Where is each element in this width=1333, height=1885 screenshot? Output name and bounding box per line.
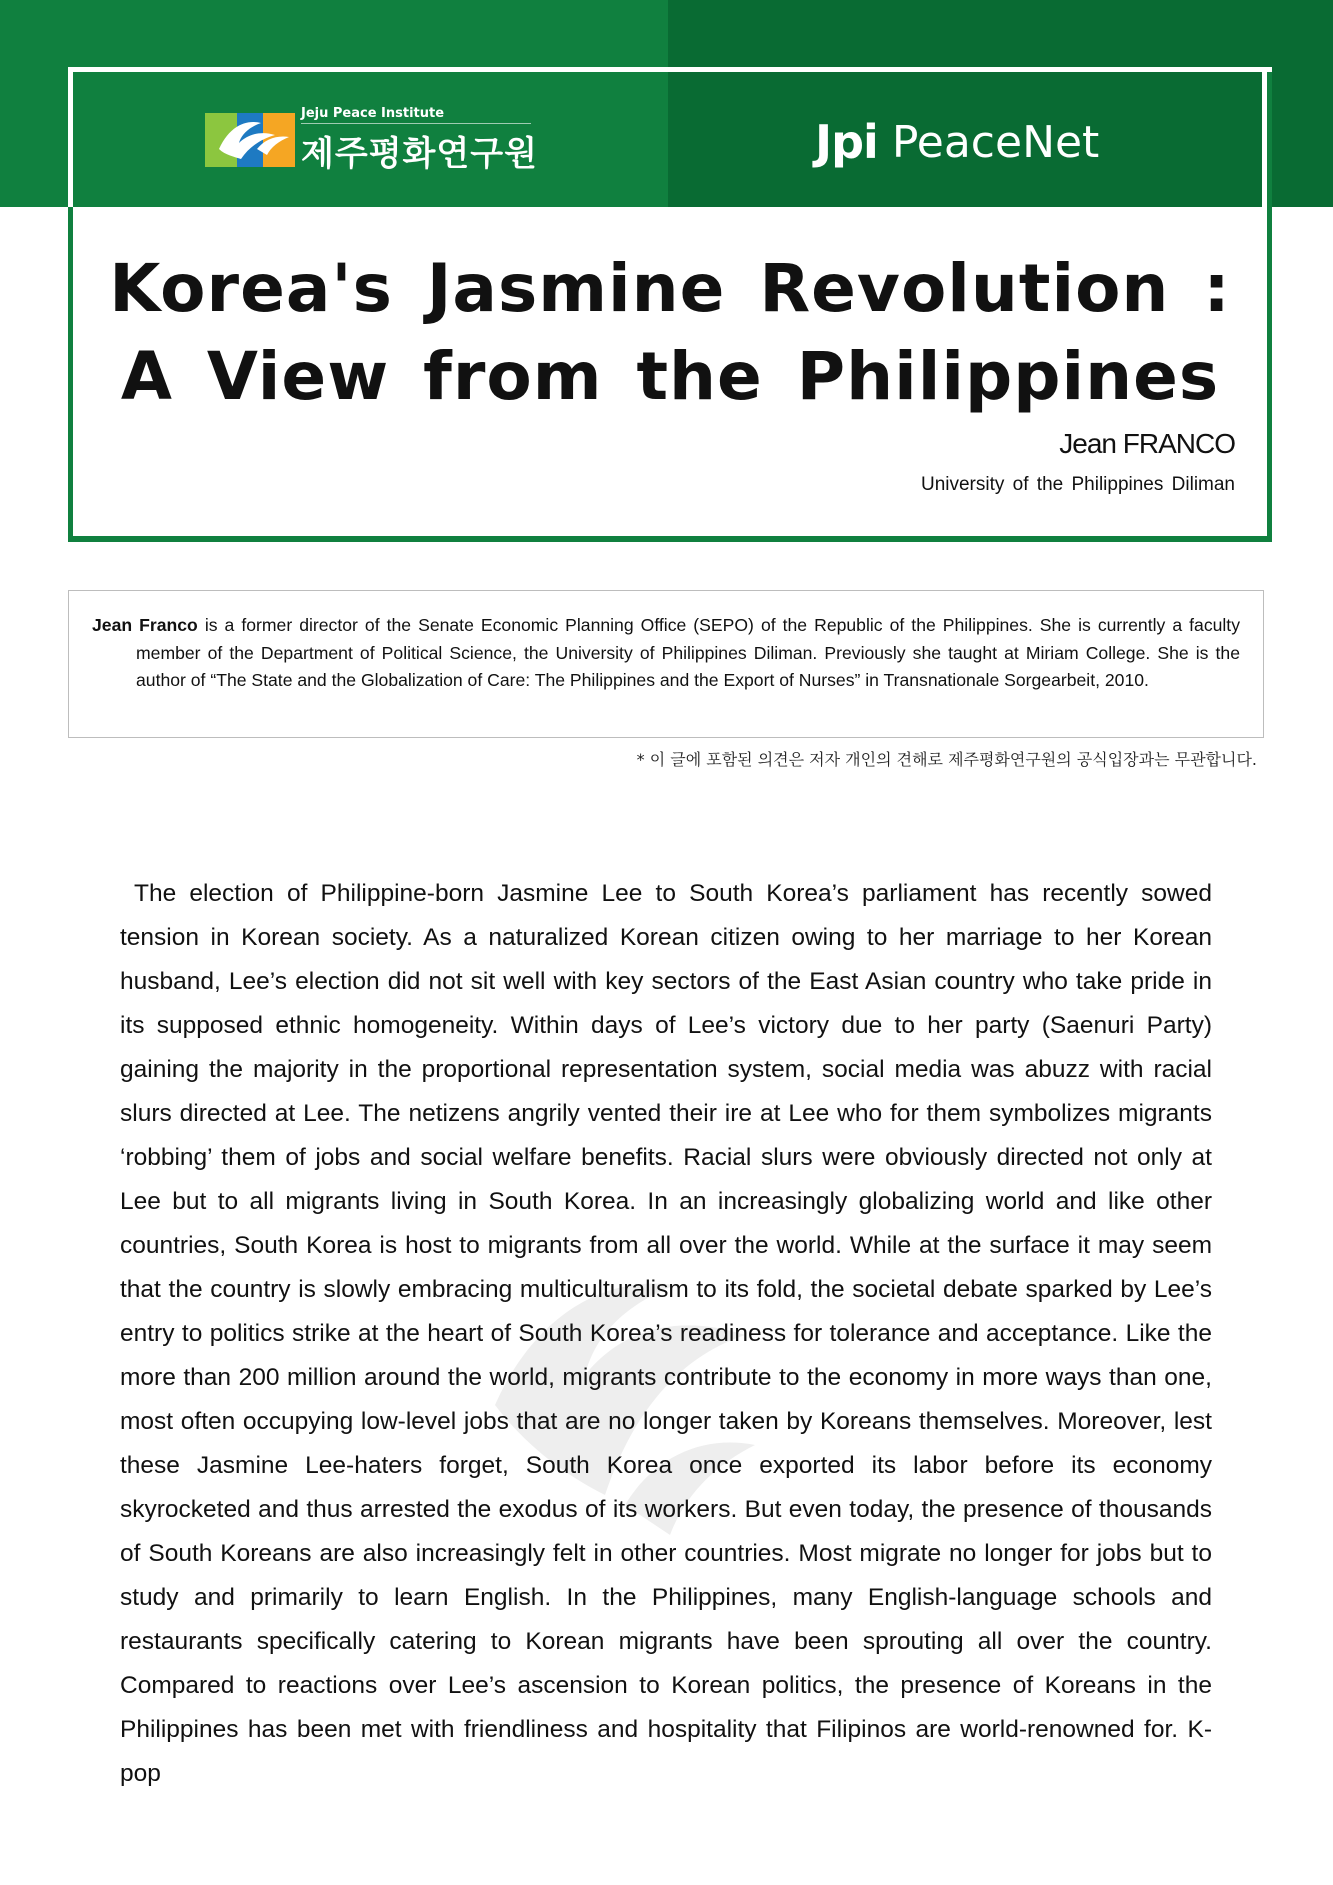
bio-author-name: Jean Franco	[92, 615, 198, 635]
peacenet-logo	[815, 115, 1099, 169]
page-title	[80, 245, 1260, 421]
author-name: Jean FRANCO	[1059, 428, 1235, 459]
author-bio-box	[68, 590, 1264, 738]
frame-side-right-white	[1262, 67, 1267, 207]
author-bio	[92, 612, 1240, 695]
disclaimer-note: * 이 글에 포함된 의견은 저자 개인의 견해로 제주평화연구원의 공식입장과는 무관합니다.	[636, 750, 1257, 769]
title-line-2: A View from the Philippines	[120, 338, 1220, 415]
jpi-brand: Jpi	[815, 115, 878, 169]
title-line-1: Korea's Jasmine Revolution :	[109, 250, 1231, 327]
frame-side-left-white	[68, 67, 73, 207]
frame-top-line-white	[68, 67, 1272, 72]
jeju-peace-institute-logo	[205, 105, 538, 174]
author-affiliation: University of the Philippines Diliman	[920, 474, 1235, 495]
institute-name-ko: 제주평화연구원	[301, 133, 538, 174]
dove-logo-icon	[205, 109, 295, 171]
bio-text: is a former director of the Senate Economic Planning Office (SEPO) of the Republic of the Philippines. She is currently a faculty member of the Department of Political Science, the University of Philippines Diliman. Previously she taught at Miriam College. She is the author of “The State and the Globalization of Care: The Philippines and the Export of Nurses” in Transnationale Sorgearbeit, 2010.	[136, 615, 1240, 690]
article-paragraph: The election of Philippine-born Jasmine Lee to South Korea’s parliament has recently sowed tension in Korean society. As a naturalized Korean citizen owing to her marriage to her Korean husband, Lee’s election did not sit well with key sectors of the East Asian country who take pride in its supposed ethnic homogeneity. Within days of Lee’s victory due to her party (Saenuri Party) gaining the majority in the proportional representation system, social media was abuzz with racial slurs directed at Lee. The netizens angrily vented their ire at Lee who for them symbolizes migrants ‘robbing’ them of jobs and social welfare benefits. Racial slurs were obviously directed not only at Lee but to all migrants living in South Korea. In an increasingly globalizing world and like other countries, South Korea is host to migrants from all over the world. While at the surface it may seem that the country is slowly embracing multiculturalism to its fold, the societal debate sparked by Lee’s entry to politics strike at the heart of South Korea’s readiness for tolerance and acceptance. Like the more than 200 million around the world, migrants contribute to the economy in more ways than one, most often occupying low-level jobs that are no longer taken by Koreans themselves. Moreover, lest these Jasmine Lee-haters forget, South Korea once exported its labor before its economy skyrocketed and thus arrested the exodus of its workers. But even today, the presence of thousands of South Koreans are also increasingly felt in other countries. Most migrate no longer for jobs but to study and primarily to learn English. In the Philippines, many English-language schools and restaurants specifically catering to Korean migrants have been sprouting all over the country. Compared to reactions over Lee’s ascension to Korean politics, the presence of Koreans in the Philippines has been met with friendliness and hospitality that Filipinos are world-renowned for. K-pop	[120, 880, 1212, 1787]
institute-name-en: Jeju Peace Institute	[301, 106, 531, 124]
peacenet-brand: PeaceNet	[891, 116, 1100, 168]
